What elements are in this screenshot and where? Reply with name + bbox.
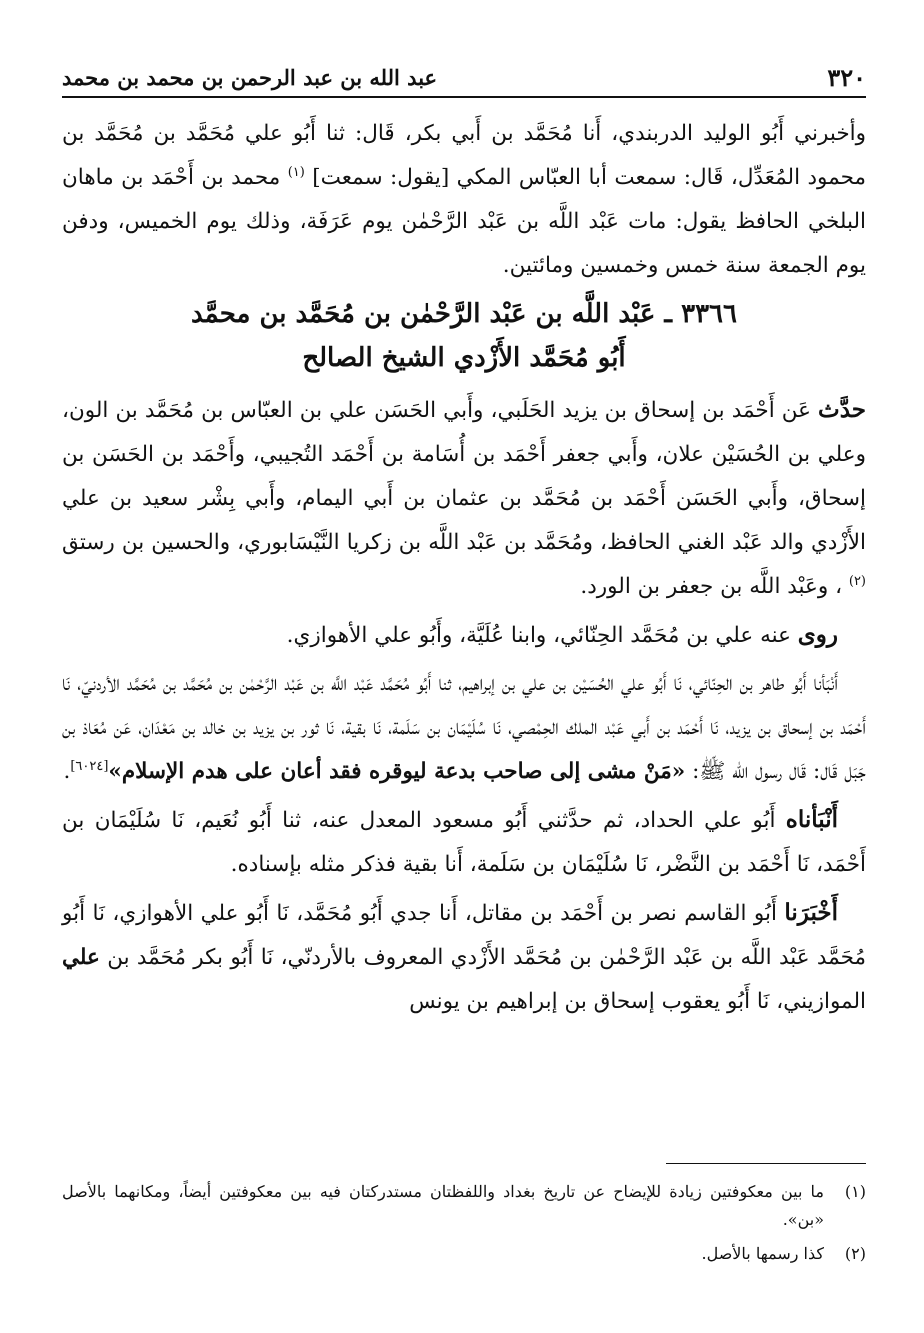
footnote-marker: (٢) [844,1244,866,1263]
page-header [62,54,866,98]
paragraph-6: أَخْبَرَنا أَبُو القاسم نصر بن أَحْمَد بن مقاتل، أَنا جدي أَبُو مُحَمَّد، نَا أَبُو علي الأهوازي، نَا أَبُو مُحَمَّد عَبْد اللَّه بن عَبْد الرَّحْمٰن بن مُحَمَّد الأَزْدي المعروف بالأردنّي، نَا أَبُو بكر مُحَمَّد بن علي الموازيني، نَا أَبُو يعقوب إسحاق بن إبراهيم بن يونس [62,899,866,1014]
paragraph-1: وأخبرني أَبُو الوليد الدربندي، أَنا مُحَمَّد بن أَبي بكر، قَال: ثنا أَبُو علي مُحَمَّد بن مُحَمَّد بن محمود المُعَدِّل، قَال: سمعت أبا العبّاس المكي [يقول: سمعت] $^{(١)}$ محمد بن أَحْمَد بن ماهان البلخي الحافظ يقول: مات عَبْد اللَّه بن عَبْد الرَّحْمٰن يوم عَرَفَة، وذلك يوم الخميس، ودفن يوم الجمعة سنة خمس وخمسين ومائتين. [62,121,866,278]
hadith-number: [٦٠٢٤] [70,758,109,774]
lead-word: أَنْبَأناه [785,806,838,833]
lead-word: أَخْبَرَنا [784,899,838,926]
footnote-ref-2[interactable]: (٢) [848,573,866,589]
entry-title-line-1: ٣٣٦٦ ـ عَبْد اللَّه بن عَبْد الرَّحْمٰن بن مُحَمَّد بن محمَّد [191,299,737,329]
lead-word: روى [797,621,838,648]
footnote-2 [62,1240,866,1268]
paragraph-2: حدَّث عَن أَحْمَد بن إسحاق بن يزيد الحَلَبي، وأَبي الحَسَن علي بن العبّاس بن مُحَمَّد بن الون، وعلي بن الحُسَيْن علان، وأَبي جعفر أَحْمَد بن أُسَامة بن أَحْمَد التُجيبي، وأَحْمَد بن الحَسَن بن إسحاق، وأَبي الحَسَن أَحْمَد بن مُحَمَّد بن عثمان بن أَبي اليمام، وأَبي بِشْر سعيد بن علي الأَزْدي والد عَبْد الغني الحافظ، ومُحَمَّد بن عَبْد اللَّه بن زكريا النَّيْسَابوري، والحسين بن رستق $^{(٢)}$ ، وعَبْد اللَّه بن جعفر بن الورد. [62,396,866,599]
footnote-1 [62,1178,866,1234]
lead-word: حدَّث [818,396,866,423]
page-number: ٣٢٠ [827,63,866,92]
paragraph-4: أَنْبَأنا أَبُو طاهر بن الحِنّائي، نَا أَبُو علي الحُسَيْن بن علي بن إبراهيم، ثنا أَبُو مُحَمَّد عَبْد اللَّه بن عَبْد الرَّحْمٰن بن مُحَمَّد بن مُحَمَّد الأردنيّ، نَا أَحْمَد بن إسحاق بن يزيد، نَا أَحْمَد بن أَبي عَبْد الملك الحِمْصي، نَا سُلَيْمَان بن سَلَمة، نَا بقية، نَا ثور بن يزيد بن خالد بن مَعْدَان، عَن مُعَاذ بن جَبَل قَال: قَال رسول الله ﷺ: «مَنْ مشى إلى صاحب بدعة ليوقره فقد أعان على هدم الإسلام»[٦٠٢٤]. [62,671,866,784]
footnote-divider [666,1163,866,1164]
main-text [62,112,866,1028]
entry-title-line-2: أَبُو مُحَمَّد الأَزْدي الشيخ الصالح [302,343,626,373]
footnotes [62,1178,866,1274]
footnote-ref-1[interactable]: (١) [287,164,305,180]
running-head: عبد الله بن عبد الرحمن بن محمد بن محمد [62,65,438,90]
hadith-text: «مَنْ مشى إلى صاحب بدعة ليوقره فقد أعان على هدم الإسلام» [108,759,686,784]
footnote-text: ما بين معكوفتين زيادة للإيضاح عن تاريخ بغداد واللفظتان مستدركتان فيه بين معكوفتين أيضاً، ومكانهما بالأصل «بن». [62,1182,824,1229]
paragraph-3: روى عنه علي بن مُحَمَّد الحِنّائي، وابنا عُلَيَّة، وأَبُو علي الأهوازي. [286,621,838,648]
entry-title [62,292,866,380]
footnote-text: كذا رسمها بالأصل. [701,1244,824,1263]
footnote-marker: (١) [844,1182,866,1201]
paragraph-5: أَنْبَأناه أَبُو علي الحداد، ثم حدَّثني أَبُو مسعود المعدل عنه، ثنا أَبُو نُعَيم، نَا سُلَيْمَان بن أَحْمَد، نَا أَحْمَد بن النَّضْر، نَا سُلَيْمَان بن سَلَمة، أَنا بقية فذكر مثله بإسناده. [62,806,866,877]
